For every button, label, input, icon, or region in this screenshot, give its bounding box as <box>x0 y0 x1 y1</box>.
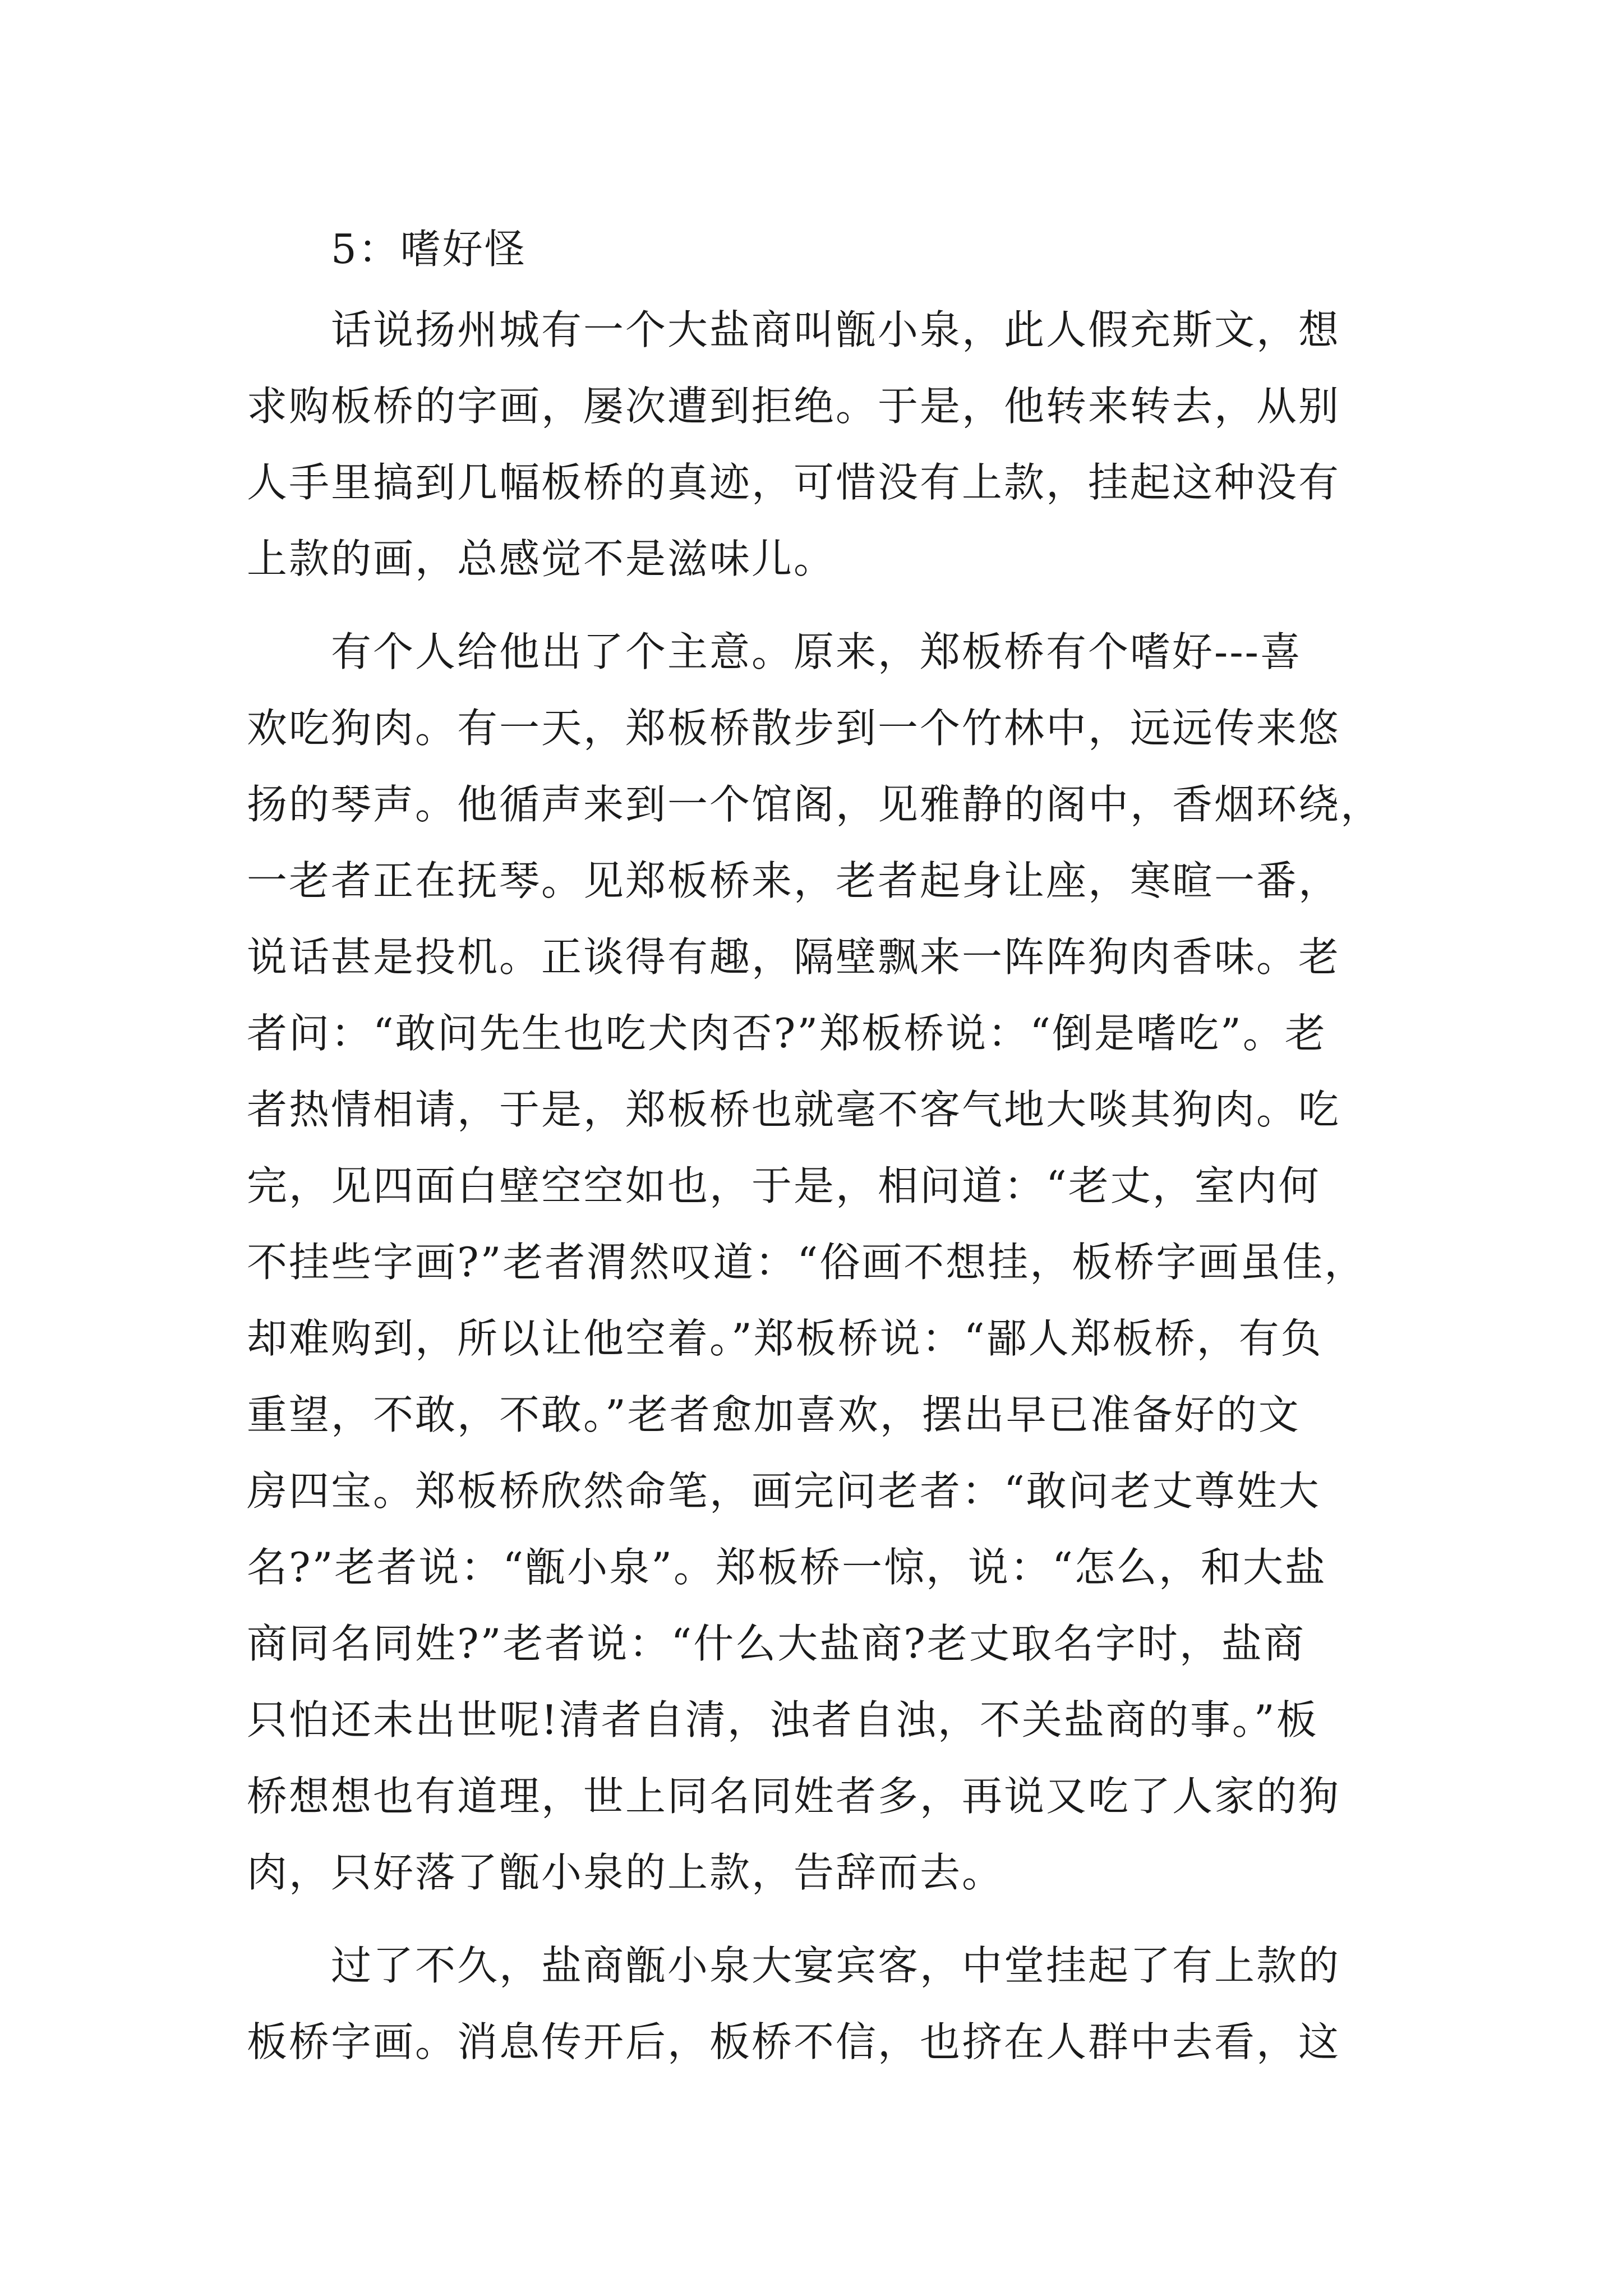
paragraph-line: 商同名同姓?”老者说：“什么大盐商?老丈取名字时，盐商 <box>247 1620 1306 1667</box>
paragraph-line: 完，见四面白壁空空如也，于是，相问道：“老丈，室内何 <box>247 1162 1321 1209</box>
paragraph-line: 名?”老者说：“甑小泉”。郑板桥一惊，说：“怎么，和大盐 <box>247 1544 1327 1591</box>
paragraph-line: 只怕还未出世呢!清者自清，浊者自浊，不关盐商的事。”板 <box>247 1696 1318 1743</box>
paragraph-line: 却难购到，所以让他空着。”郑板桥说：“鄙人郑板桥，有负 <box>247 1315 1323 1362</box>
paragraph-line: 扬的琴声。他循声来到一个馆阁，见雅静的阁中，香烟环绕， <box>247 781 1383 828</box>
paragraph-line: 桥想想也有道理，世上同名同姓者多，再说又吃了人家的狗 <box>247 1773 1341 1820</box>
paragraph-1 <box>247 292 1391 597</box>
paragraph-line: 者问：“敢问先生也吃犬肉否?”郑板桥说：“倒是嗜吃”。老 <box>247 1010 1327 1057</box>
paragraph-line: 不挂些字画?”老者渭然叹道：“俗画不想挂，板桥字画虽佳， <box>247 1239 1367 1286</box>
paragraph-line: 房四宝。郑板桥欣然命笔，画完问老者：“敢问老丈尊姓大 <box>247 1467 1321 1515</box>
paragraph-line: 欢吃狗肉。有一天，郑板桥散步到一个竹林中，远远传来悠 <box>247 705 1341 752</box>
document-body <box>247 211 1391 2080</box>
paragraph-2 <box>247 614 1391 1911</box>
paragraph-line: 肉，只好落了甑小泉的上款，告辞而去。 <box>247 1849 1004 1896</box>
paragraph-3 <box>247 1927 1391 2080</box>
paragraph-line: 板桥字画。消息传开后，板桥不信，也挤在人群中去看，这 <box>247 2018 1341 2065</box>
section-heading: 5：嗜好怪 <box>331 226 527 273</box>
paragraph-line: 求购板桥的字画，屡次遭到拒绝。于是，他转来转去，从别 <box>247 383 1341 430</box>
paragraph-line: 过了不久，盐商甑小泉大宴宾客，中堂挂起了有上款的 <box>331 1942 1341 1989</box>
paragraph-line: 重望，不敢，不敢。”老者愈加喜欢，摆出早已准备好的文 <box>247 1391 1301 1438</box>
paragraph-line: 人手里搞到几幅板桥的真迹，可惜没有上款，挂起这种没有 <box>247 459 1341 506</box>
paragraph-line: 一老者正在抚琴。见郑板桥来，老者起身让座，寒暄一番， <box>247 857 1341 904</box>
paragraph-line: 话说扬州城有一个大盐商叫甑小泉，此人假充斯文，想 <box>331 306 1341 353</box>
paragraph-line: 上款的画，总感觉不是滋味儿。 <box>247 535 836 582</box>
paragraph-line: 者热情相请，于是，郑板桥也就毫不客气地大啖其狗肉。吃 <box>247 1086 1341 1133</box>
paragraph-line: 有个人给他出了个主意。原来，郑板桥有个嗜好---喜 <box>331 628 1302 675</box>
paragraph-line: 说话甚是投机。正谈得有趣，隔壁飘来一阵阵狗肉香味。老 <box>247 933 1341 981</box>
